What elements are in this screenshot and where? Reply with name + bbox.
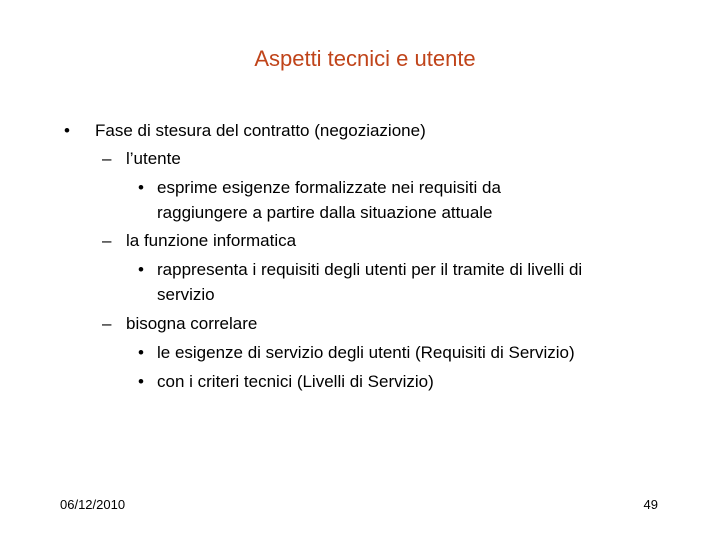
bullet-marker: • <box>138 372 144 391</box>
dash-marker: – <box>102 231 112 250</box>
bullet-text: le esigenze di servizio degli utenti (Requisiti di Servizio) <box>157 343 575 362</box>
bullet-text: con i criteri tecnici (Livelli di Servizio) <box>157 372 434 391</box>
bullet-text: Fase di stesura del contratto (negoziazione) <box>95 121 426 140</box>
bullet-marker: • <box>64 121 70 140</box>
bullet-text: la funzione informatica <box>126 231 297 250</box>
bullet-text: bisogna correlare <box>126 314 258 333</box>
bullet-marker: • <box>138 178 144 197</box>
slide-date: 06/12/2010 <box>60 497 126 512</box>
bullet-marker: • <box>138 343 144 362</box>
bullet-marker: • <box>138 260 144 279</box>
bullet-text: servizio <box>157 285 215 304</box>
slide-title: Aspetti tecnici e utente <box>254 46 476 71</box>
bullet-text: rappresenta i requisiti degli utenti per il tramite di livelli di <box>157 260 583 279</box>
bullet-text: l’utente <box>126 149 181 168</box>
slide-page-number: 49 <box>643 497 658 512</box>
dash-marker: – <box>102 314 112 333</box>
bullet-text: esprime esigenze formalizzate nei requisiti da <box>157 178 501 197</box>
dash-marker: – <box>102 149 112 168</box>
bullet-text: raggiungere a partire dalla situazione attuale <box>157 203 493 222</box>
